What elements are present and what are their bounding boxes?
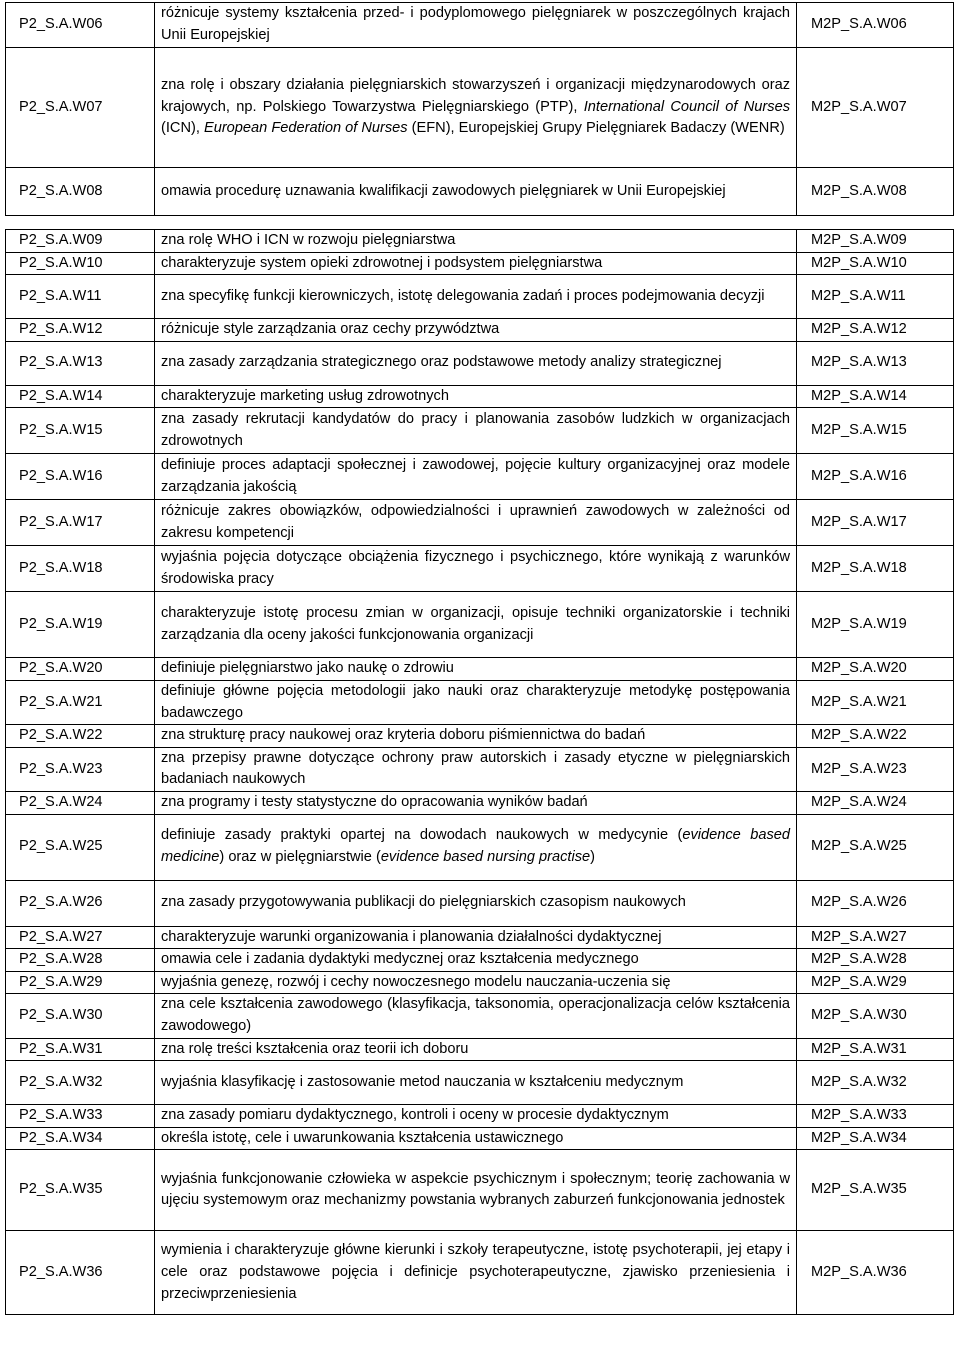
table-row [6,454,954,500]
outcome-code: P2_S.A.W14 [6,385,155,408]
outcome-description: różnicuje systemy kształcenia przed- i podyplomowego pielęgniarek w poszczególnych krajach Unii Europejskiej [155,3,797,48]
outcome-code: P2_S.A.W16 [6,454,155,500]
mapped-code: M2P_S.A.W12 [797,319,954,342]
table-row [6,230,954,253]
outcome-description: zna cele kształcenia zawodowego (klasyfikacja, taksonomia, operacjonalizacja celów kształcenia zawodowego) [155,994,797,1038]
mapped-code: M2P_S.A.W31 [797,1038,954,1061]
table-row [6,680,954,724]
mapped-code: M2P_S.A.W26 [797,880,954,926]
outcome-code: P2_S.A.W22 [6,725,155,748]
italic-term: International Council of Nurses [583,98,790,115]
table-row [6,1127,954,1150]
outcome-description: określa istotę, cele i uwarunkowania kształcenia ustawicznego [155,1127,797,1150]
outcome-description: zna specyfikę funkcji kierowniczych, istotę delegowania zadań i proces podejmowania decyzji [155,275,797,319]
outcome-description: zna zasady pomiaru dydaktycznego, kontroli i oceny w procesie dydaktycznym [155,1105,797,1128]
table-row [6,275,954,319]
outcome-description: zna zasady przygotowywania publikacji do pielęgniarskich czasopism naukowych [155,880,797,926]
description-fragment: zna rolę i obszary działania pielęgniarskich stowarzyszeń i organizacji międzynarodowych oraz krajowych, np. Polskiego Towarzystwa Pielęgniarskiego (PTP), [161,77,790,115]
outcome-description: definiuje proces adaptacji społecznej i zawodowej, pojęcie kultury organizacyjnej oraz modele zarządzania jakością [155,454,797,500]
outcome-code: P2_S.A.W19 [6,592,155,658]
table-row [6,3,954,48]
table-row [6,592,954,658]
mapped-code: M2P_S.A.W34 [797,1127,954,1150]
table-row [6,791,954,814]
outcome-code: P2_S.A.W33 [6,1105,155,1128]
outcome-description: definiuje pielęgniarstwo jako naukę o zdrowiu [155,658,797,681]
mapped-code: M2P_S.A.W16 [797,454,954,500]
outcome-code: P2_S.A.W31 [6,1038,155,1061]
mapped-code: M2P_S.A.W21 [797,680,954,724]
outcome-code: P2_S.A.W36 [6,1231,155,1315]
mapped-code: M2P_S.A.W32 [797,1061,954,1105]
italic-term: evidence based medicine [161,827,790,866]
table-row [6,408,954,454]
mapped-code: M2P_S.A.W06 [797,3,954,48]
table-row [6,252,954,275]
outcome-description: omawia cele i zadania dydaktyki medycznej oraz kształcenia medycznego [155,949,797,972]
mapped-code: M2P_S.A.W22 [797,725,954,748]
outcome-code: P2_S.A.W21 [6,680,155,724]
outcome-description: zna rolę treści kształcenia oraz teorii ich doboru [155,1038,797,1061]
table-row [6,971,954,994]
outcome-code: P2_S.A.W28 [6,949,155,972]
table-row [6,1231,954,1315]
table-row [6,880,954,926]
table-row [6,725,954,748]
table-row [6,500,954,546]
mapped-code: M2P_S.A.W08 [797,168,954,216]
outcome-code: P2_S.A.W09 [6,230,155,253]
table-row [6,1105,954,1128]
outcome-code: P2_S.A.W15 [6,408,155,454]
outcome-description: wyjaśnia funkcjonowanie człowieka w aspekcie psychicznym i społecznym; teorię zachowania w ujęciu systemowym oraz mechanizmy powstania wybranych zaburzeń funkcjonowania jednostek [155,1150,797,1231]
mapped-code: M2P_S.A.W17 [797,500,954,546]
outcome-code: P2_S.A.W07 [6,48,155,168]
outcome-description: różnicuje zakres obowiązków, odpowiedzialności i uprawnień zawodowych w zależności od zakresu kompetencji [155,500,797,546]
table-row [6,658,954,681]
outcome-description: wyjaśnia klasyfikację i zastosowanie metod nauczania w kształceniu medycznym [155,1061,797,1105]
table-row [6,48,954,168]
italic-term: European Federation of Nurses [203,120,408,137]
outcome-description: charakteryzuje system opieki zdrowotnej i podsystem pielęgniarstwa [155,252,797,275]
table-row [6,341,954,385]
table-row [6,814,954,880]
italic-term: evidence based nursing practise [380,849,591,866]
mapped-code: M2P_S.A.W29 [797,971,954,994]
outcome-code: P2_S.A.W35 [6,1150,155,1231]
outcome-description: zna strukturę pracy naukowej oraz kryteria doboru piśmiennictwa do badań [155,725,797,748]
table-row [6,926,954,949]
mapped-code: M2P_S.A.W19 [797,592,954,658]
outcome-code: P2_S.A.W34 [6,1127,155,1150]
table-row [6,747,954,791]
outcome-description [155,814,797,880]
outcome-description: różnicuje style zarządzania oraz cechy przywództwa [155,319,797,342]
outcome-code: P2_S.A.W32 [6,1061,155,1105]
outcome-code: P2_S.A.W30 [6,994,155,1038]
outcome-description: charakteryzuje marketing usług zdrowotnych [155,385,797,408]
outcome-code: P2_S.A.W13 [6,341,155,385]
mapped-code: M2P_S.A.W09 [797,230,954,253]
table-row [6,385,954,408]
mapped-code: M2P_S.A.W15 [797,408,954,454]
outcome-code: P2_S.A.W24 [6,791,155,814]
mapped-code: M2P_S.A.W18 [797,546,954,592]
outcome-description: charakteryzuje istotę procesu zmian w organizacji, opisuje techniki organizatorskie i techniki zarządzania dla oceny jakości funkcjonowania organizacji [155,592,797,658]
learning-outcomes-table [5,2,954,1315]
outcome-code: P2_S.A.W25 [6,814,155,880]
outcome-code: P2_S.A.W18 [6,546,155,592]
table-row [6,994,954,1038]
description-fragment: ) [590,849,595,866]
outcome-description: zna przepisy prawne dotyczące ochrony praw autorskich i zasady etyczne w pielęgniarskich badaniach naukowych [155,747,797,791]
table-row [6,168,954,216]
mapped-code: M2P_S.A.W10 [797,252,954,275]
table-body [6,3,954,1315]
mapped-code: M2P_S.A.W14 [797,385,954,408]
mapped-code: M2P_S.A.W24 [797,791,954,814]
outcome-description: wyjaśnia pojęcia dotyczące obciążenia fizycznego i psychicznego, które wynikają z warunków środowiska pracy [155,546,797,592]
mapped-code: M2P_S.A.W27 [797,926,954,949]
mapped-code: M2P_S.A.W33 [797,1105,954,1128]
outcome-description [155,48,797,168]
outcome-description: zna zasady rekrutacji kandydatów do pracy i planowania zasobów ludzkich w organizacjach zdrowotnych [155,408,797,454]
mapped-code: M2P_S.A.W07 [797,48,954,168]
outcome-description: zna zasady zarządzania strategicznego oraz podstawowe metody analizy strategicznej [155,341,797,385]
outcome-code: P2_S.A.W12 [6,319,155,342]
outcome-code: P2_S.A.W26 [6,880,155,926]
mapped-code: M2P_S.A.W28 [797,949,954,972]
outcome-code: P2_S.A.W20 [6,658,155,681]
table-row [6,546,954,592]
description-fragment: definiuje zasady praktyki opartej na dowodach naukowych w medycynie ( [161,827,683,844]
outcome-description: wymienia i charakteryzuje główne kierunki i szkoły terapeutyczne, istotę psychoterapii, jej etapy i cele oraz podstawowe pojęcia i definicje psychoterapeutyczne, zjawisko przeniesienia i przeciwprzeniesienia [155,1231,797,1315]
mapped-code: M2P_S.A.W13 [797,341,954,385]
outcome-description: charakteryzuje warunki organizowania i planowania działalności dydaktycznej [155,926,797,949]
gap-cell [6,216,954,230]
section-gap [6,216,954,230]
outcome-code: P2_S.A.W10 [6,252,155,275]
table-row [6,1038,954,1061]
outcome-description: wyjaśnia genezę, rozwój i cechy nowoczesnego modelu nauczania-uczenia się [155,971,797,994]
mapped-code: M2P_S.A.W36 [797,1231,954,1315]
outcome-code: P2_S.A.W11 [6,275,155,319]
mapped-code: M2P_S.A.W23 [797,747,954,791]
table-row [6,1061,954,1105]
description-fragment: (EFN), Europejskiej Grupy Pielęgniarek Badaczy (WENR) [407,120,785,137]
outcome-description: definiuje główne pojęcia metodologii jako nauki oraz charakteryzuje metodykę postępowania badawczego [155,680,797,724]
description-fragment: (ICN), [161,120,204,137]
outcome-description: omawia procedurę uznawania kwalifikacji zawodowych pielęgniarek w Unii Europejskiej [155,168,797,216]
mapped-code: M2P_S.A.W35 [797,1150,954,1231]
outcome-code: P2_S.A.W23 [6,747,155,791]
table-row [6,319,954,342]
outcome-description: zna programy i testy statystyczne do opracowania wyników badań [155,791,797,814]
table-row [6,1150,954,1231]
outcome-code: P2_S.A.W08 [6,168,155,216]
outcome-code: P2_S.A.W06 [6,3,155,48]
outcome-code: P2_S.A.W17 [6,500,155,546]
table-row [6,949,954,972]
description-fragment: ) oraz w pielęgniarstwie ( [219,849,381,866]
outcome-code: P2_S.A.W27 [6,926,155,949]
mapped-code: M2P_S.A.W30 [797,994,954,1038]
outcome-code: P2_S.A.W29 [6,971,155,994]
mapped-code: M2P_S.A.W11 [797,275,954,319]
mapped-code: M2P_S.A.W20 [797,658,954,681]
outcome-description: zna rolę WHO i ICN w rozwoju pielęgniarstwa [155,230,797,253]
mapped-code: M2P_S.A.W25 [797,814,954,880]
